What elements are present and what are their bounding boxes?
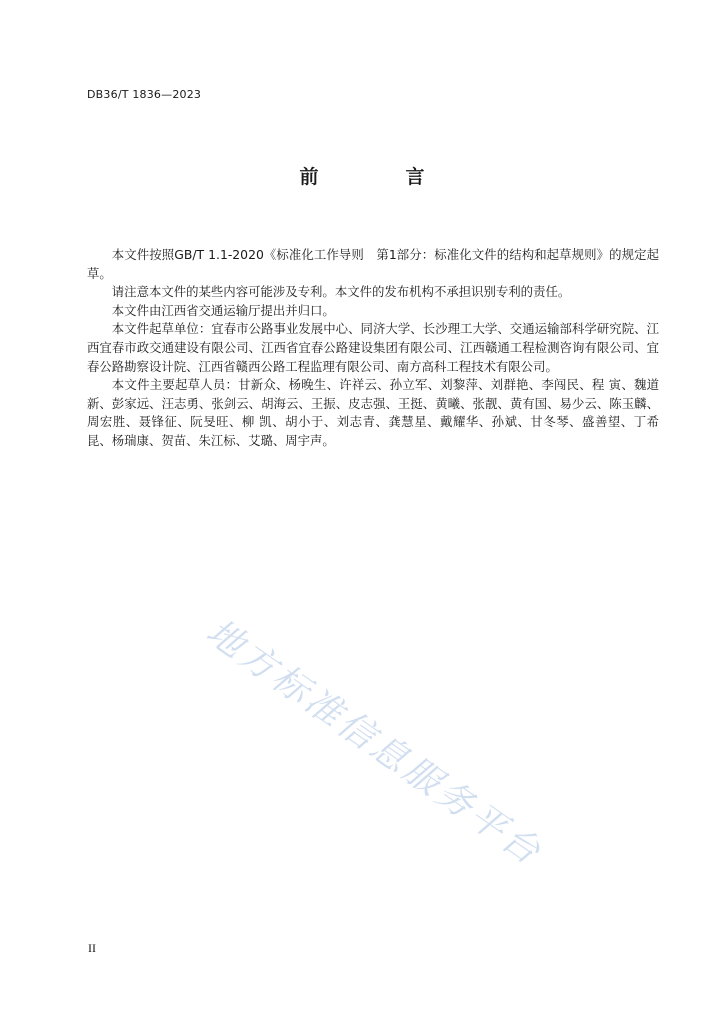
paragraph-patent-notice: 请注意本文件的某些内容可能涉及专利。本文件的发布机构不承担识别专利的责任。	[111, 284, 571, 300]
foreword-body	[87, 246, 659, 451]
paragraph-drafters: 本文件主要起草人员：甘新众、杨晚生、许祥云、孙立军、刘黎萍、刘群艳、李闯民、程 寅、魏道新、彭家远、汪志勇、张剑云、胡海云、王振、皮志强、王挺、黄曦、张靓、黄有国、易少云、陈玉麟、周宏胜、聂锋征、阮旻旺、柳 凯、胡小于、刘志青、龚慧星、戴耀华、孙斌、甘冬琴、盛善望、丁希昆、杨瑞康、贺苗、朱江标、艾璐、周宇声。	[87, 377, 659, 448]
paragraph-proposer: 本文件由江西省交通运输厅提出并归口。	[111, 302, 335, 318]
paragraph-drafting-rules: 本文件按照GB/T 1.1-2020《标准化工作导则 第1部分：标准化文件的结构和起草规则》的规定起草。	[87, 247, 659, 281]
page-number: II	[88, 941, 96, 955]
paragraph-drafting-units: 本文件起草单位：宜春市公路事业发展中心、同济大学、长沙理工大学、交通运输部科学研究院、江西宜春市政交通建设有限公司、江西省宜春公路建设集团有限公司、江西赣通工程检测咨询有限公司、宜春公路勘察设计院、江西省赣西公路工程监理有限公司、南方高科工程技术有限公司。	[87, 321, 659, 374]
watermark: 地方标准信息服务平台	[198, 611, 550, 875]
page-title: 前 言	[299, 166, 459, 188]
standard-code: DB36/T 1836—2023	[87, 88, 202, 101]
